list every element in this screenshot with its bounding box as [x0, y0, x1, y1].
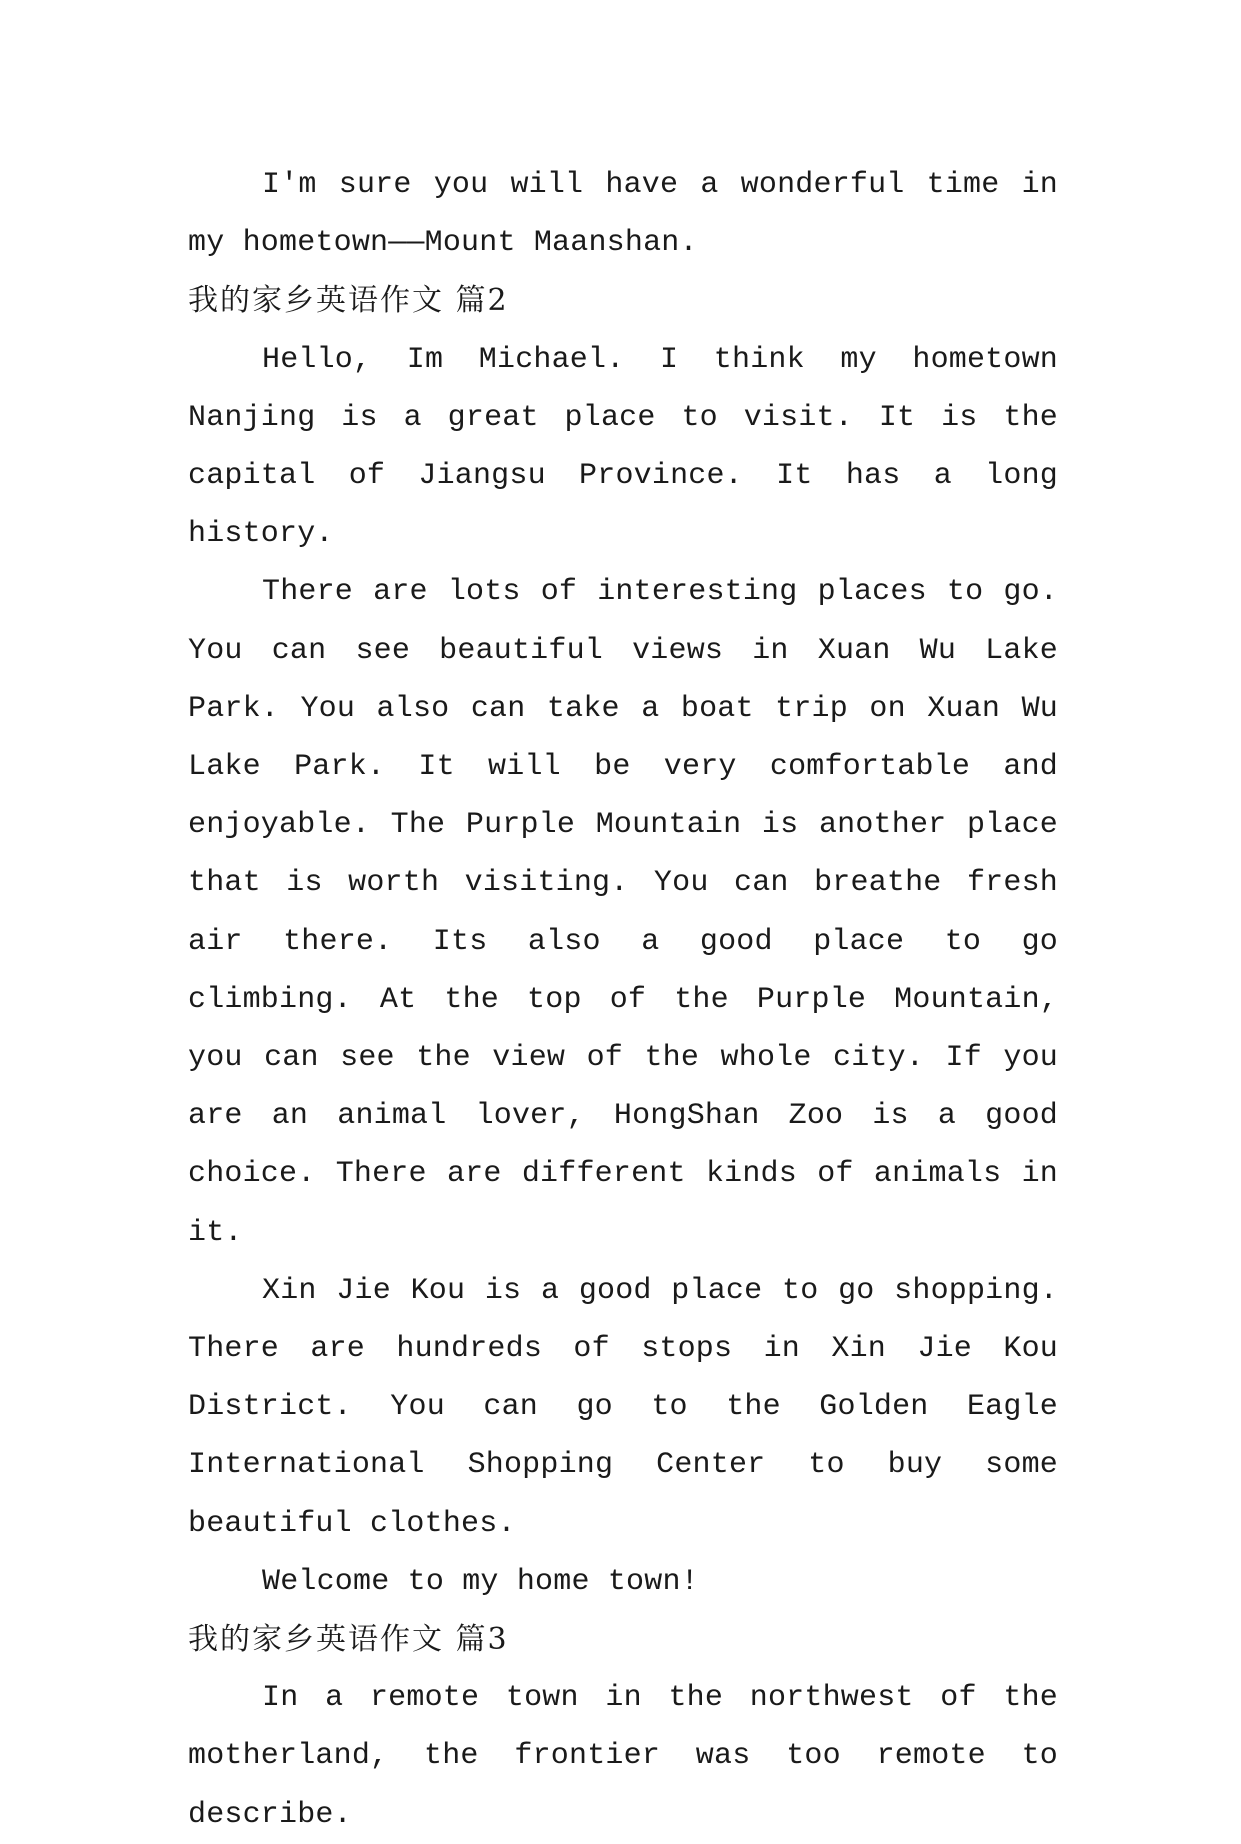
paragraph: Welcome to my home town!	[262, 1564, 699, 1599]
paragraph: In a remote town in the northwest of the motherland, the frontier was too remote to describe.	[188, 1681, 1058, 1832]
paragraph: There are lots of interesting places to go. You can see beautiful views in Xuan Wu Lake Park. You also can take a boat trip on Xuan Wu Lake Park. It will be very comfortable and enjoyable. The Purple Mountain is another place that is worth visiting. You can breathe fresh air there. Its also a good place to go climbing. At the top of the Purple Mountain, you can see the view of the whole city. If you are an animal lover, HongShan Zoo is a good choice. There are different kinds of animals in it.	[188, 575, 1058, 1250]
section-heading: 我的家乡英语作文 篇2	[188, 283, 509, 319]
document-body	[188, 156, 1058, 1844]
paragraph: I'm sure you will have a wonderful time in my hometown——Mount Maanshan.	[188, 168, 1058, 261]
paragraph: Xin Jie Kou is a good place to go shopping. There are hundreds of stops in Xin Jie Kou District. You can go to the Golden Eagle International Shopping Center to buy some beautiful clothes.	[188, 1273, 1058, 1541]
paragraph: Hello, Im Michael. I think my hometown Nanjing is a great place to visit. It is the capital of Jiangsu Province. It has a long history.	[188, 342, 1058, 552]
section-heading: 我的家乡英语作文 篇3	[188, 1622, 509, 1658]
